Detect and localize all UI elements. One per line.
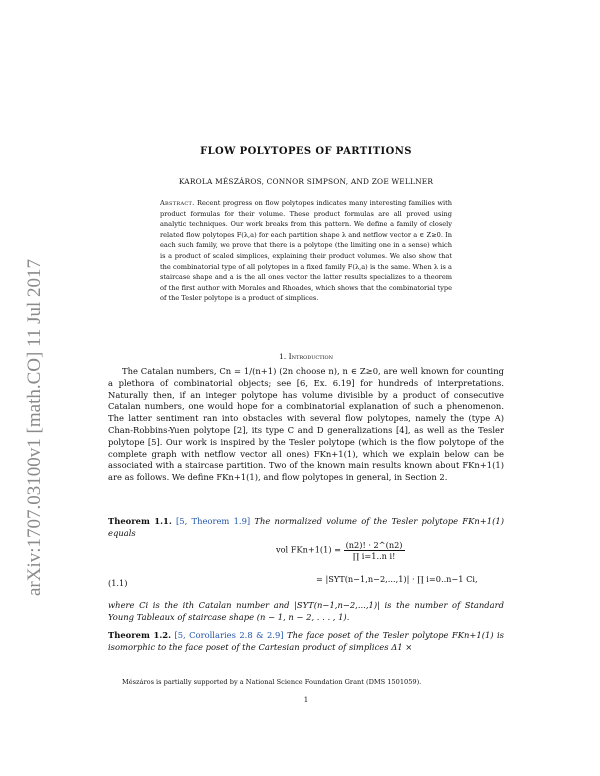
intro-text: The Catalan numbers, Cn = 1/(n+1) (2n choose n), n ∈ Z≥0, are well known for counting a plethora of combinatorial objects; see [6, Ex. 6.19] for hundreds of interpretations. Naturally then, if an integer polytope has volume divisible by a product of consecutive Catalan numbers, one would hope for a combinatorial explanation of such a phenomenon. The latter sentiment ran into obstacles with several flow polytopes, namely the (type A) Chan-Robbins-Yuen polytope [2], its type C and D generalizations [4], as well as the Tesler polytope [5]. Our work is inspired by the Tesler polytope (which is the flow polytope of the complete graph with netflow vector all ones) FKn+1(1), which we explain below can be associated with a staircase partition. Two of the known main results known about FKn+1(1) are as follows. We define FKn+1(1), and flow polytopes in general, in Section 2.: [108, 366, 504, 483]
abstract-text: Recent progress on flow polytopes indicates many interesting families with product formulas for their volume. These product formulas are all proved using analytic techniques. Our work breaks from this pattern. We define a family of closely related flow polytopes F(λ,a) for each partition shape λ and netflow vector a ∈ Z≥0. In each such family, we prove that there is a polytope (the limiting one in a sense) which is a product of scaled simplices, explaining their product volumes. We also show that the combinatorial type of all polytopes in a fixed family F(λ,a) is the same. When λ is a staircase shape and a is the all ones vector the latter results specializes to a theorem of the first author with Morales and Rhoades, which shows that the combinatorial type of the Tesler polytope is a product of simplices.: [160, 199, 452, 303]
theorem-1-1: [108, 516, 504, 540]
theorem-1-2: [108, 630, 504, 654]
theorem-1-1-text: The normalized volume of the Tesler polytope FKn+1(1) equals: [108, 516, 504, 538]
footnote: Mészáros is partially supported by a National Science Foundation Grant (DMS 1501059).: [122, 678, 422, 686]
abstract: [160, 198, 452, 304]
equation-line-2: = |SYT(n−1,n−2,...,1)| · ∏ i=0..n−1 Ci,: [316, 574, 478, 584]
equation-lhs: vol FKn+1(1) =: [276, 544, 341, 555]
abstract-label: Abstract.: [160, 199, 195, 207]
arxiv-id: arXiv:1707.03100v1 [math.CO] 11 Jul 2017: [24, 258, 45, 596]
equation-1-1: [108, 538, 504, 596]
equation-numerator: (n2)! · 2^(n2): [345, 540, 403, 550]
equation-number: (1.1): [108, 578, 128, 588]
footnote-rule: [108, 662, 504, 664]
paper-authors: KAROLA MÉSZÁROS, CONNOR SIMPSON, AND ZOE WELLNER: [178, 177, 434, 186]
theorem-1-1-continuation: where Ci is the ith Catalan number and |SYT(n−1,n−2,...,1)| is the number of Standard Young Tableaux of staircase shape (n − 1, n − 2, . . . , 1).: [108, 600, 504, 622]
page-number: 1: [303, 696, 309, 704]
equation-line-1: [276, 540, 405, 561]
equation-denominator: ∏ i=1..n i!: [352, 551, 396, 561]
section-number: 1.: [278, 352, 287, 361]
section-heading: [108, 352, 504, 361]
theorem-1-1-cite[interactable]: [5, Theorem 1.9]: [176, 516, 251, 526]
theorem-1-2-head: Theorem 1.2.: [108, 630, 172, 640]
equation-fraction: [344, 540, 405, 561]
arxiv-watermark: [14, 180, 50, 600]
paper-title: FLOW POLYTOPES OF PARTITIONS: [200, 146, 412, 157]
theorem-1-2-cite[interactable]: [5, Corollaries 2.8 & 2.9]: [174, 630, 284, 640]
theorem-1-2-text: The face poset of the Tesler polytope FKn+1(1) is isomorphic to the face poset of the Cartesian product of simplices Δ1 ×: [108, 630, 504, 652]
introduction-paragraph: [108, 366, 504, 484]
theorem-1-1-head: Theorem 1.1.: [108, 516, 172, 526]
section-title: Introduction: [288, 352, 334, 361]
